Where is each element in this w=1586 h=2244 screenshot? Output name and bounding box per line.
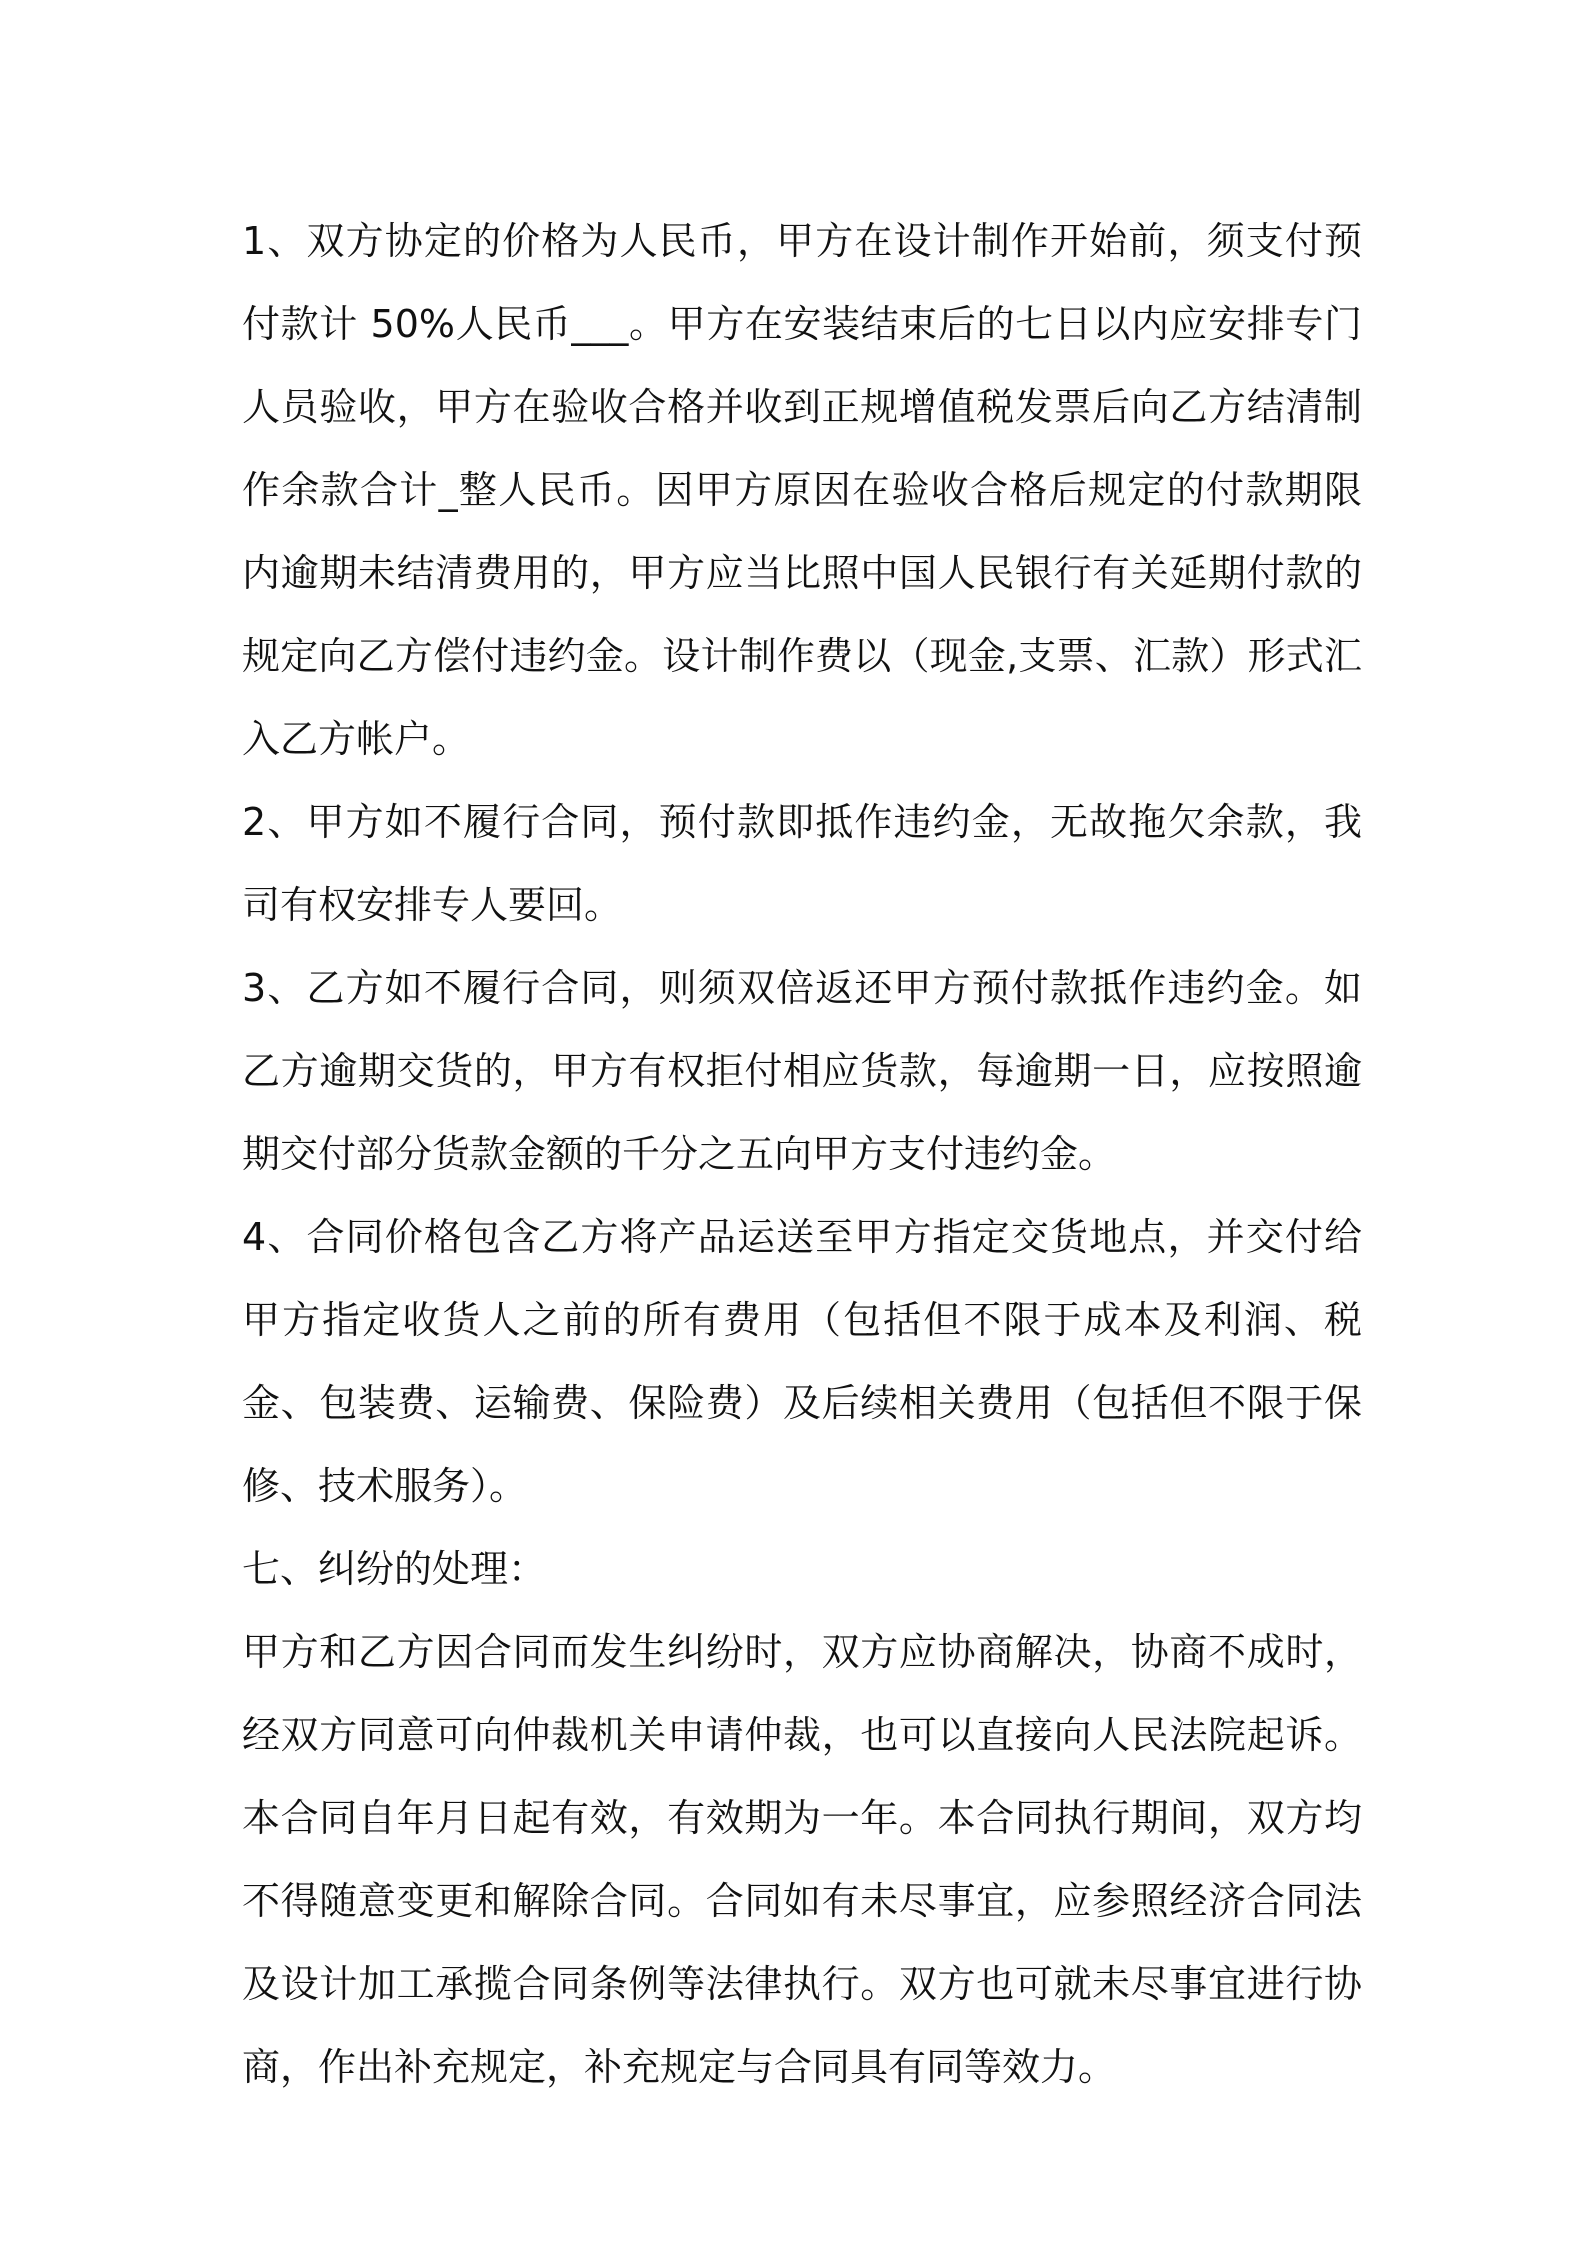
- clause-2-paragraph: 2、甲方如不履行合同，预付款即抵作违约金，无故拖欠余款，我司有权安排专人要回。: [242, 800, 1362, 927]
- clause-3-paragraph: 3、乙方如不履行合同，则须双倍返还甲方预付款抵作违约金。如乙方逾期交货的，甲方有权拒付相应货款，每逾期一日，应按照逾期交付部分货款金额的千分之五向甲方支付违约金。: [242, 966, 1362, 1176]
- clause-4-paragraph: 4、合同价格包含乙方将产品运送至甲方指定交货地点，并交付给甲方指定收货人之前的所有费用（包括但不限于成本及利润、税金、包装费、运输费、保险费）及后续相关费用（包括但不限于保修、技术服务）。: [242, 1215, 1362, 1508]
- dispute-paragraph: 甲方和乙方因合同而发生纠纷时，双方应协商解决，协商不成时，经双方同意可向仲裁机关申请仲裁，也可以直接向人民法院起诉。本合同自年月日起有效，有效期为一年。本合同执行期间，双方均不得随意变更和解除合同。合同如有未尽事宜，应参照经济合同法及设计加工承揽合同条例等法律执行。双方也可就未尽事宜进行协商，作出补充规定，补充规定与合同具有同等效力。: [242, 1630, 1362, 2089]
- document-body: [242, 200, 1362, 2109]
- section-heading-dispute: 七、纠纷的处理：: [242, 1547, 547, 1591]
- clause-1-paragraph: 1、双方协定的价格为人民币，甲方在设计制作开始前，须支付预付款计 50%人民币___。甲方在安装结束后的七日以内应安排专门人员验收，甲方在验收合格并收到正规增值税发票后向乙方结清制作余款合计_整人民币。因甲方原因在验收合格后规定的付款期限内逾期未结清费用的，甲方应当比照中国人民银行有关延期付款的规定向乙方偿付违约金。设计制作费以（现金,支票、汇款）形式汇入乙方帐户。: [242, 219, 1362, 761]
